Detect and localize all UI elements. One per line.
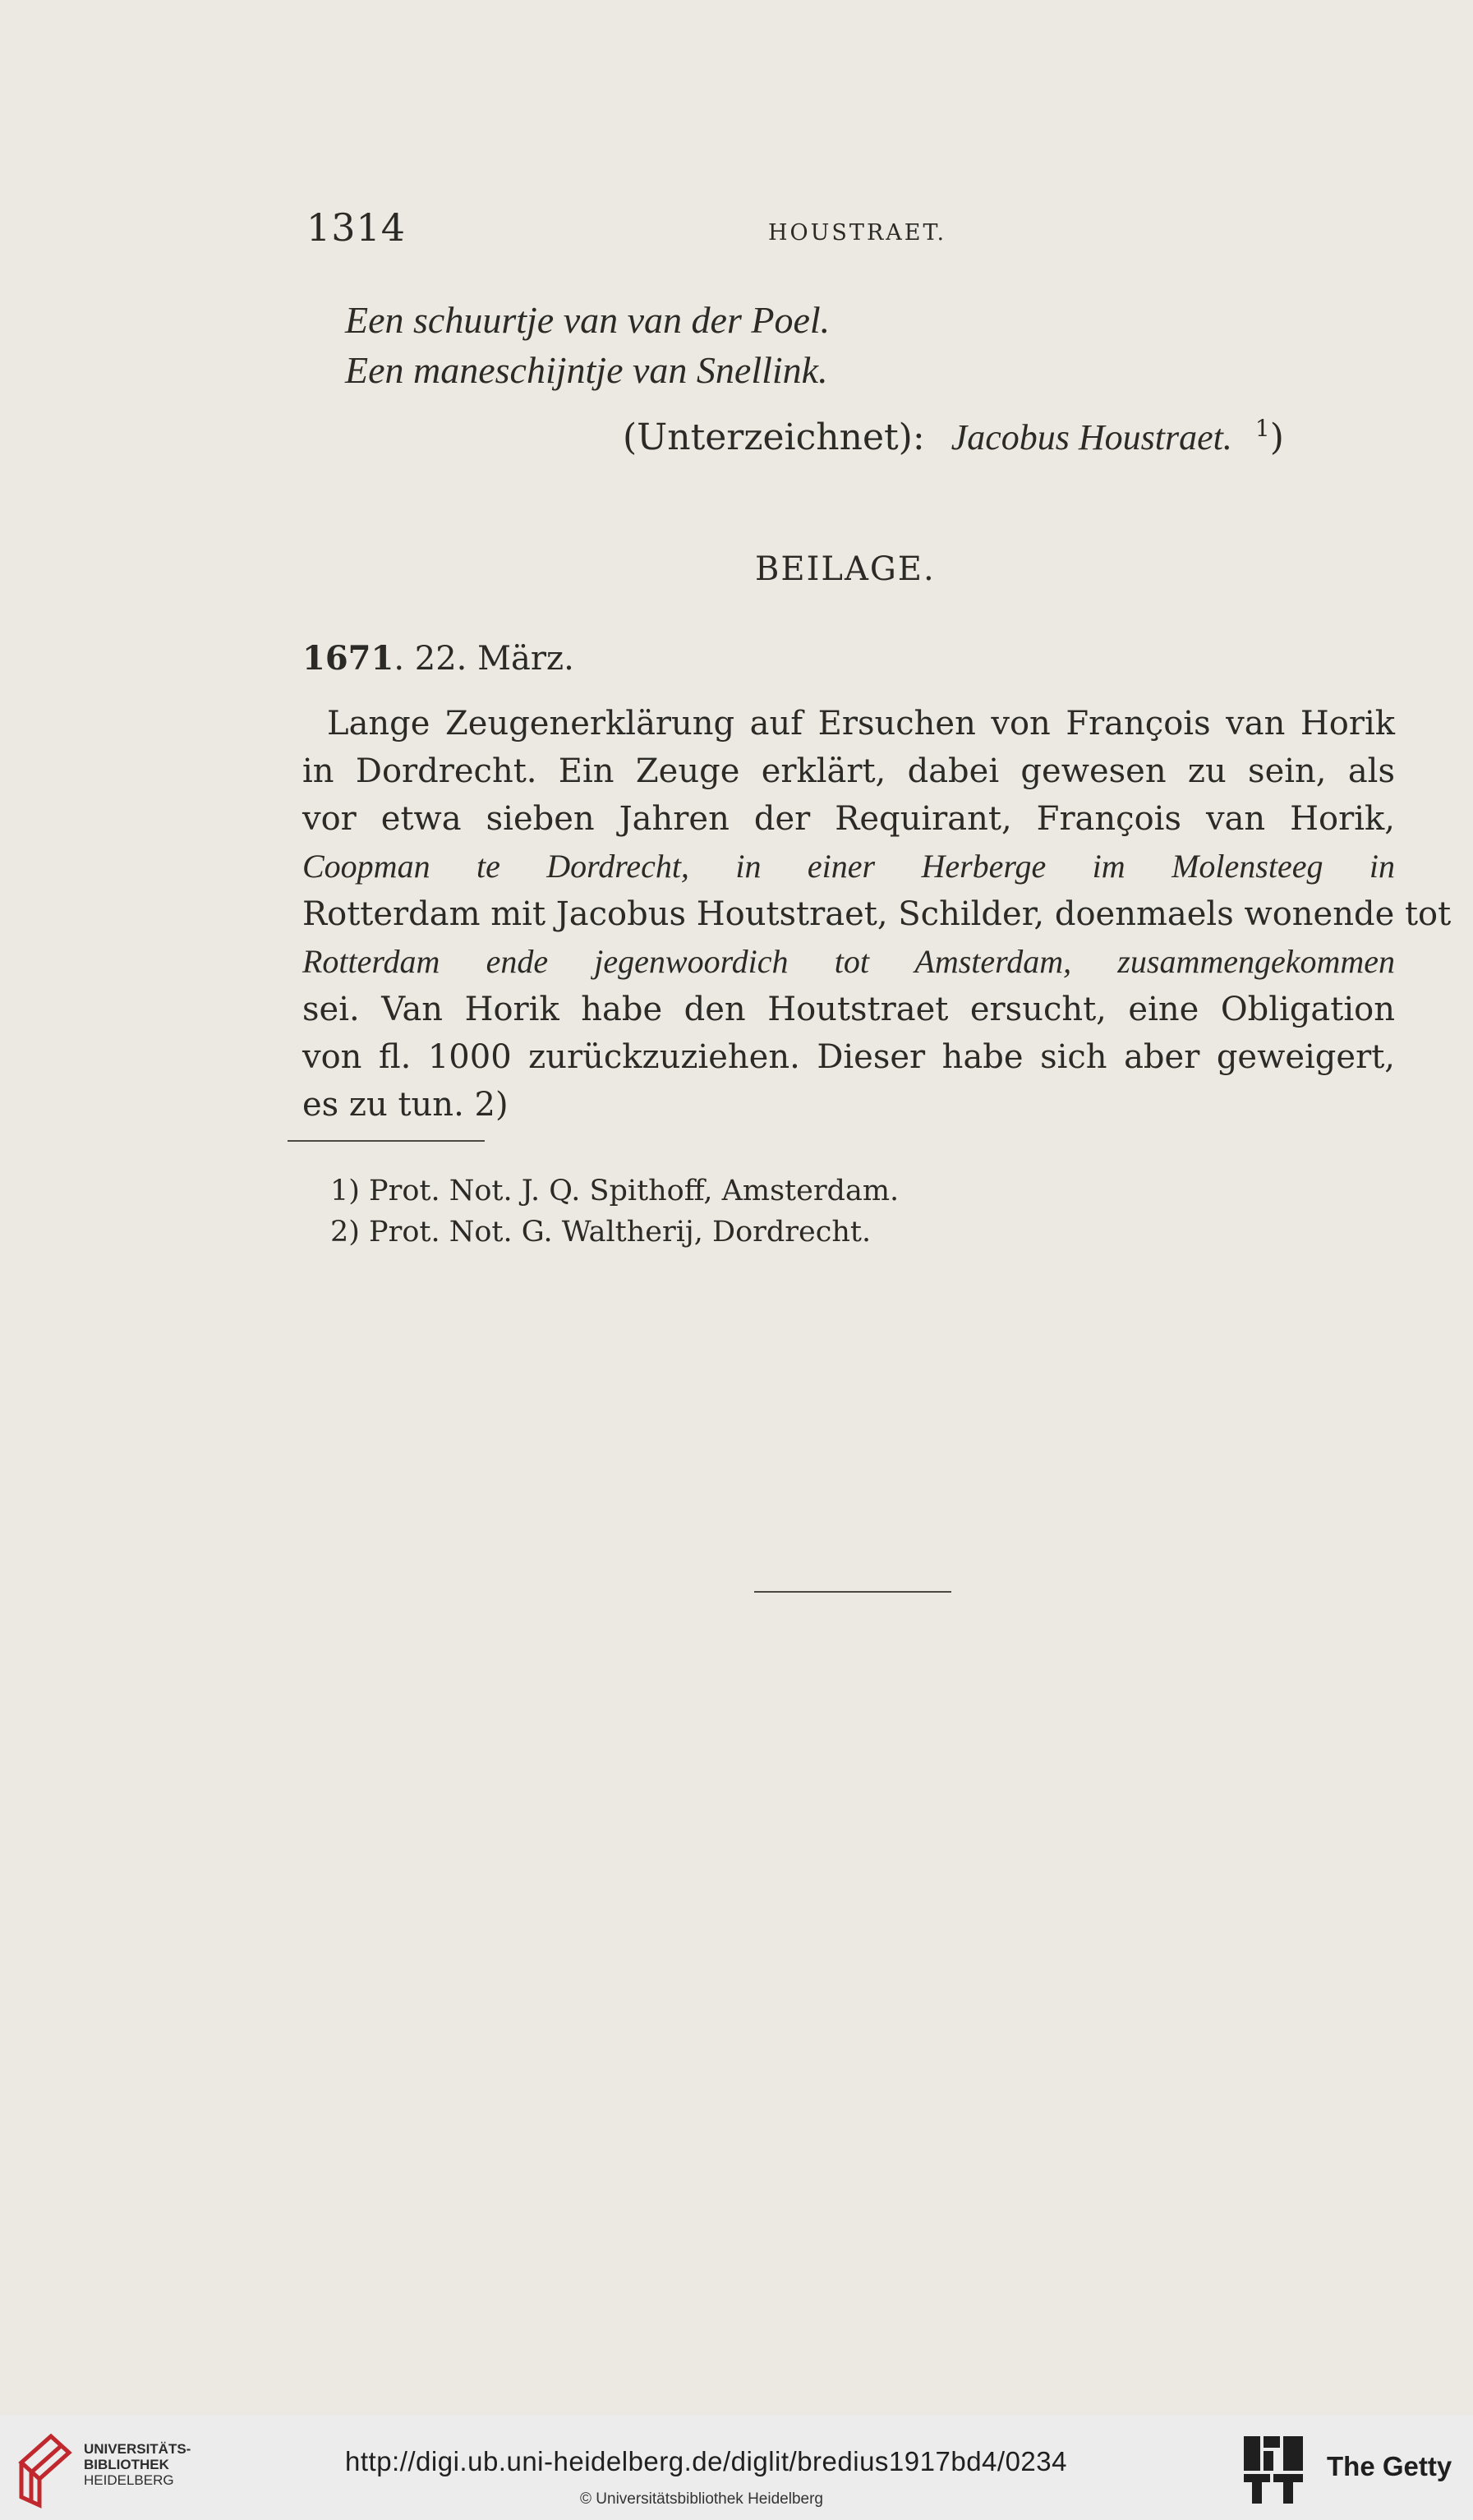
- getty-logo-icon[interactable]: [1241, 2433, 1306, 2509]
- body-line: sei. Van Horik habe den Houtstraet ersucht, eine Obligation: [302, 991, 1395, 1028]
- footnote: 1) Prot. Not. J. Q. Spithoff, Amsterdam.: [330, 1175, 900, 1207]
- end-rule: [754, 1591, 951, 1593]
- signature-line: [623, 415, 1284, 458]
- body-line: es zu tun. 2): [302, 1086, 509, 1124]
- library-line: BIBLIOTHEK: [84, 2457, 169, 2472]
- library-line: HEIDELBERG: [84, 2472, 174, 2488]
- body-line: Rotterdam mit Jacobus Houtstraet, Schilder, doenmaels wonende tot: [302, 895, 1452, 933]
- viewer-footer: [0, 2415, 1473, 2520]
- footnote-ref-close: ): [1269, 416, 1284, 458]
- footnote-divider: [288, 1140, 485, 1142]
- running-title: HOUSTRAET.: [768, 220, 947, 246]
- entry-body: [302, 700, 1452, 1129]
- signature-name: Jacobus Houstraet.: [951, 417, 1232, 458]
- ub-heidelberg-logo-icon[interactable]: [15, 2430, 76, 2509]
- library-name: [84, 2441, 191, 2488]
- inventory-line: Een maneschijntje van Snellink.: [345, 349, 828, 391]
- body-line: in Dordrecht. Ein Zeuge erklärt, dabei gewesen zu sein, als: [302, 752, 1395, 790]
- body-line: von fl. 1000 zurückzuziehen. Dieser habe sich aber geweigert,: [302, 1038, 1395, 1076]
- library-line: UNIVERSITÄTS-: [84, 2441, 191, 2457]
- entry-year: 1671: [302, 639, 394, 678]
- getty-label: The Getty: [1327, 2451, 1452, 2481]
- footnote: 2) Prot. Not. G. Waltherij, Dordrecht.: [330, 1216, 872, 1249]
- body-line: Lange Zeugenerklärung auf Ersuchen von François van Horik: [327, 705, 1395, 743]
- body-line: Coopman te Dordrecht, in einer Herberge im Molensteeg in: [302, 848, 1395, 885]
- section-title: BEILAGE.: [755, 550, 936, 588]
- body-line: Rotterdam ende jegenwoordich tot Amsterdam, zusammengekommen: [302, 943, 1395, 980]
- copyright-notice: © Universitätsbibliothek Heidelberg: [580, 2490, 823, 2508]
- entry-date-rest: . 22. März.: [394, 640, 574, 678]
- body-line: vor etwa sieben Jahren der Requirant, François van Horik,: [302, 800, 1395, 838]
- page-number: 1314: [306, 205, 407, 250]
- permalink-url[interactable]: http://digi.ub.uni-heidelberg.de/diglit/bredius1917bd4/0234: [345, 2446, 1067, 2476]
- footnote-ref: 1: [1254, 415, 1270, 442]
- entry-date: [302, 639, 574, 678]
- signature-label: (Unterzeichnet):: [623, 416, 925, 458]
- inventory-line: Een schuurtje van van der Poel.: [345, 299, 831, 341]
